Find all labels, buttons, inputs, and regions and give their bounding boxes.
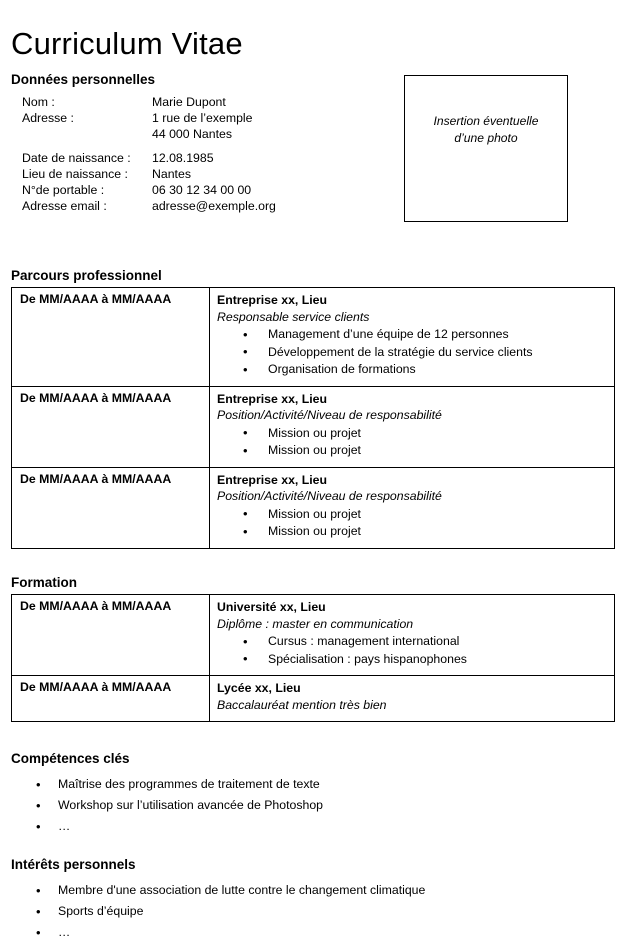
photo-placeholder-line: Insertion éventuelle xyxy=(433,114,539,128)
list-item: • Spécialisation : pays hispanophones xyxy=(217,651,608,669)
row-details xyxy=(210,386,615,467)
personal-data-label: Lieu de naissance : xyxy=(22,166,128,181)
list-item: • Maîtrise des programmes de traitement de texte xyxy=(0,774,323,795)
row-date-range: De MM/AAAA à MM/AAAA xyxy=(12,288,210,387)
personal-data-label: N°de portable : xyxy=(22,183,105,198)
personal-data-value: Nantes xyxy=(152,166,191,181)
row-role: Position/Activité/Niveau de responsabilité xyxy=(217,408,442,422)
personal-data-value: 1 rue de l’exemple xyxy=(152,111,253,126)
personal-data-label: Nom : xyxy=(22,95,55,109)
personal-data-row xyxy=(22,166,276,182)
row-date-range: De MM/AAAA à MM/AAAA xyxy=(12,386,210,467)
row-date-range: De MM/AAAA à MM/AAAA xyxy=(12,676,210,722)
row-bullet-list xyxy=(217,506,608,541)
personal-data-row xyxy=(22,94,276,110)
row-bullet-list xyxy=(217,326,608,379)
row-role: Responsable service clients xyxy=(217,309,370,324)
list-item: • Workshop sur l’utilisation avancée de Photoshop xyxy=(0,795,323,816)
list-item: • Mission ou projet xyxy=(217,442,608,460)
row-role: Baccalauréat mention très bien xyxy=(217,697,387,712)
list-item: • … xyxy=(0,922,425,943)
list-item: • Sports d’équipe xyxy=(0,901,425,922)
row-organisation: Entreprise xx, Lieu xyxy=(217,391,328,406)
interests-list xyxy=(0,880,425,943)
photo-placeholder-box[interactable] xyxy=(404,75,568,222)
table-row xyxy=(12,386,615,467)
education-table xyxy=(11,594,615,722)
section-heading-experience: Parcours professionnel xyxy=(11,268,162,284)
table-row xyxy=(12,595,615,676)
personal-data-label: Adresse : xyxy=(22,111,74,126)
row-organisation: Lycée xx, Lieu xyxy=(217,681,301,695)
row-date-range: De MM/AAAA à MM/AAAA xyxy=(12,467,210,548)
table-row xyxy=(12,676,615,722)
row-details xyxy=(210,288,615,387)
row-bullet-list xyxy=(217,425,608,460)
personal-data-row xyxy=(22,126,276,142)
table-row xyxy=(12,467,615,548)
personal-data-label xyxy=(22,126,152,142)
row-details xyxy=(210,595,615,676)
personal-data-row xyxy=(22,182,276,198)
personal-data-value: 44 000 Nantes xyxy=(152,127,232,142)
personal-data-value: 06 30 12 34 00 00 xyxy=(152,183,252,198)
row-bullet-list xyxy=(217,633,608,668)
photo-placeholder-line: d’une photo xyxy=(454,131,518,145)
row-role: Diplôme : master en communication xyxy=(217,616,414,631)
list-item: • Cursus : management international xyxy=(217,633,608,651)
personal-data-value: adresse@exemple.org xyxy=(152,199,276,214)
experience-table xyxy=(11,287,615,549)
row-organisation: Entreprise xx, Lieu xyxy=(217,472,328,487)
row-organisation: Université xx, Lieu xyxy=(217,600,326,614)
row-role: Position/Activité/Niveau de responsabilité xyxy=(217,489,442,503)
experience-table-body xyxy=(12,288,615,549)
list-item: • Organisation de formations xyxy=(217,361,608,379)
section-heading-interests: Intérêts personnels xyxy=(11,857,136,873)
list-item: • Mission ou projet xyxy=(217,506,608,524)
personal-data-list xyxy=(22,94,276,214)
list-item: • Management d’une équipe de 12 personnes xyxy=(217,326,608,344)
row-date-range: De MM/AAAA à MM/AAAA xyxy=(12,595,210,676)
personal-data-row xyxy=(22,110,276,126)
list-item: • Mission ou projet xyxy=(217,523,608,541)
personal-data-label: Adresse email : xyxy=(22,199,107,214)
personal-data-row xyxy=(22,150,276,166)
row-details xyxy=(210,676,615,722)
personal-data-label: Date de naissance : xyxy=(22,150,131,165)
personal-data-value: 12.08.1985 xyxy=(152,150,214,165)
list-item: • Membre d'une association de lutte contre le changement climatique xyxy=(0,880,425,901)
skills-list xyxy=(0,774,323,837)
row-details xyxy=(210,467,615,548)
photo-placeholder-text xyxy=(416,113,556,147)
education-table-body xyxy=(12,595,615,722)
list-item: • … xyxy=(0,816,323,837)
personal-data-row xyxy=(22,198,276,214)
section-heading-education: Formation xyxy=(11,575,77,591)
row-organisation: Entreprise xx, Lieu xyxy=(217,293,328,307)
table-row xyxy=(12,288,615,387)
personal-data-value: Marie Dupont xyxy=(152,95,226,109)
list-item: • Développement de la stratégie du service clients xyxy=(217,344,608,362)
list-item: • Mission ou projet xyxy=(217,425,608,443)
section-heading-skills: Compétences clés xyxy=(11,751,130,767)
page-title: Curriculum Vitae xyxy=(11,25,243,61)
section-heading-personal-data: Données personnelles xyxy=(11,72,156,88)
